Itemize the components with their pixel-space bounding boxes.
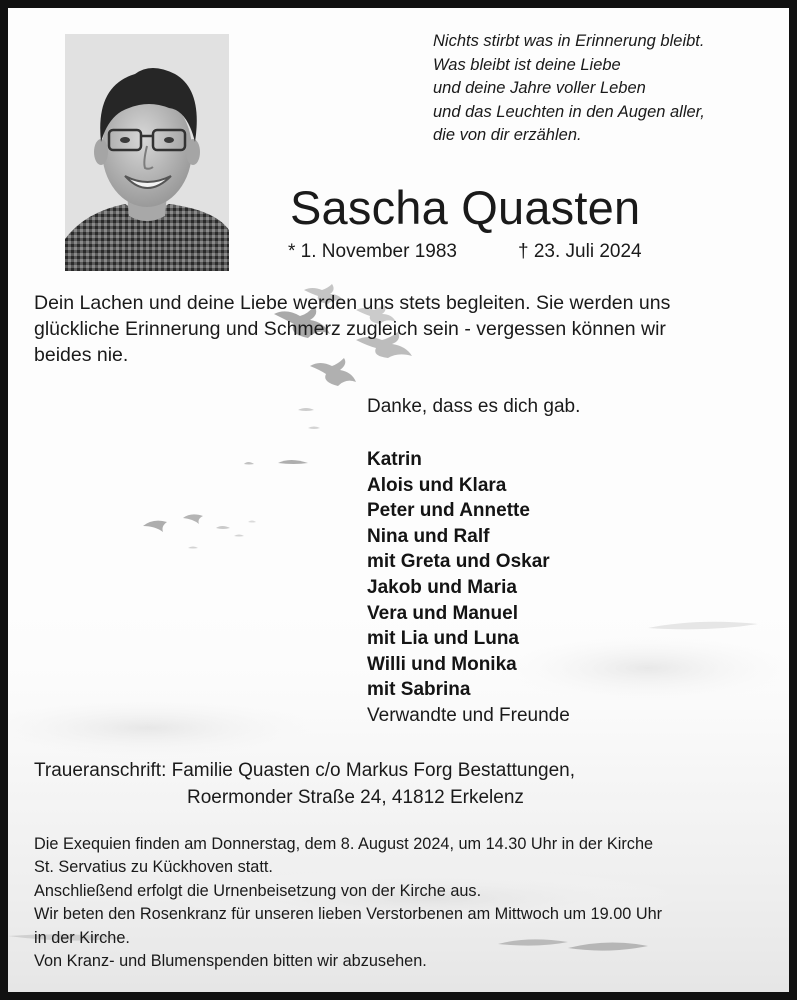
mourner-name: Willi und Monika [367, 653, 517, 675]
notice-line: Von Kranz- und Blumenspenden bitten wir abzusehen. [34, 952, 427, 971]
poem-line: und deine Jahre voller Leben [433, 79, 646, 97]
service-notice [34, 833, 662, 973]
bird-silhouette [248, 521, 256, 523]
bird-silhouette [188, 547, 198, 549]
address-line-1: Familie Quasten c/o Markus Forg Bestattungen, [171, 760, 576, 781]
mourner-name: mit Sabrina [367, 679, 471, 701]
mourner-name: Peter und Annette [367, 500, 530, 522]
bird-silhouette [298, 408, 314, 411]
deceased-name: Sascha Quasten [290, 181, 641, 234]
bird-silhouette [216, 526, 230, 529]
bird-silhouette [244, 462, 254, 465]
bird-silhouette [183, 514, 203, 524]
bird-silhouette [308, 427, 320, 430]
mourner-name: Katrin [367, 449, 422, 470]
bird-silhouette [143, 521, 167, 532]
notice-line: Die Exequien finden am Donnerstag, dem 8. August 2024, um 14.30 Uhr in der Kirche [34, 835, 654, 853]
portrait-photo [65, 34, 229, 271]
mourner-name: Alois und Klara [367, 474, 507, 496]
poem-line: und das Leuchten in den Augen aller, [433, 102, 705, 121]
poem-line: Was bleibt ist deine Liebe [433, 55, 621, 74]
notice-line: Anschließend erfolgt die Urnenbeisetzung von der Kirche aus. [34, 881, 482, 900]
birth-date: * 1. November 1983 [288, 241, 457, 262]
address-line-2: Roermonder Straße 24, 41812 Erkelenz [187, 787, 524, 808]
notice-line: St. Servatius zu Kückhoven statt. [34, 858, 273, 877]
poem-line: die von dir erzählen. [433, 126, 582, 144]
mourner-name: mit Lia und Luna [367, 628, 519, 650]
memorial-message [34, 290, 774, 368]
mourner-name: Nina und Ralf [367, 525, 490, 547]
death-date: † 23. Juli 2024 [518, 241, 642, 262]
mourners-relatives: Verwandte und Freunde [367, 704, 570, 726]
thanks-line: Danke, dass es dich gab. [367, 396, 581, 417]
bird-silhouette [278, 460, 308, 464]
life-dates [288, 240, 642, 264]
message-line: glückliche Erinnerung und Schmerz zugleich sein - vergessen können wir [34, 318, 666, 340]
portrait-illustration [65, 34, 229, 271]
message-line: beides nie. [34, 344, 129, 366]
mourner-name: mit Greta und Oskar [367, 551, 550, 573]
mourner-name: Vera und Manuel [367, 602, 518, 624]
notice-line: Wir beten den Rosenkranz für unseren lieben Verstorbenen am Mittwoch um 19.00 Uhr [34, 905, 663, 924]
poem-line: Nichts stirbt was in Erinnerung bleibt. [433, 32, 705, 50]
mourning-address [34, 757, 575, 811]
message-line: Dein Lachen und deine Liebe werden uns stets begleiten. Sie werden uns [34, 292, 671, 314]
bird-silhouette [234, 535, 244, 537]
address-label: Traueranschrift: [34, 760, 167, 781]
poem [433, 30, 705, 148]
mourners-list [367, 447, 570, 729]
mourner-name: Jakob und Maria [367, 576, 517, 598]
notice-line: in der Kirche. [34, 928, 130, 947]
